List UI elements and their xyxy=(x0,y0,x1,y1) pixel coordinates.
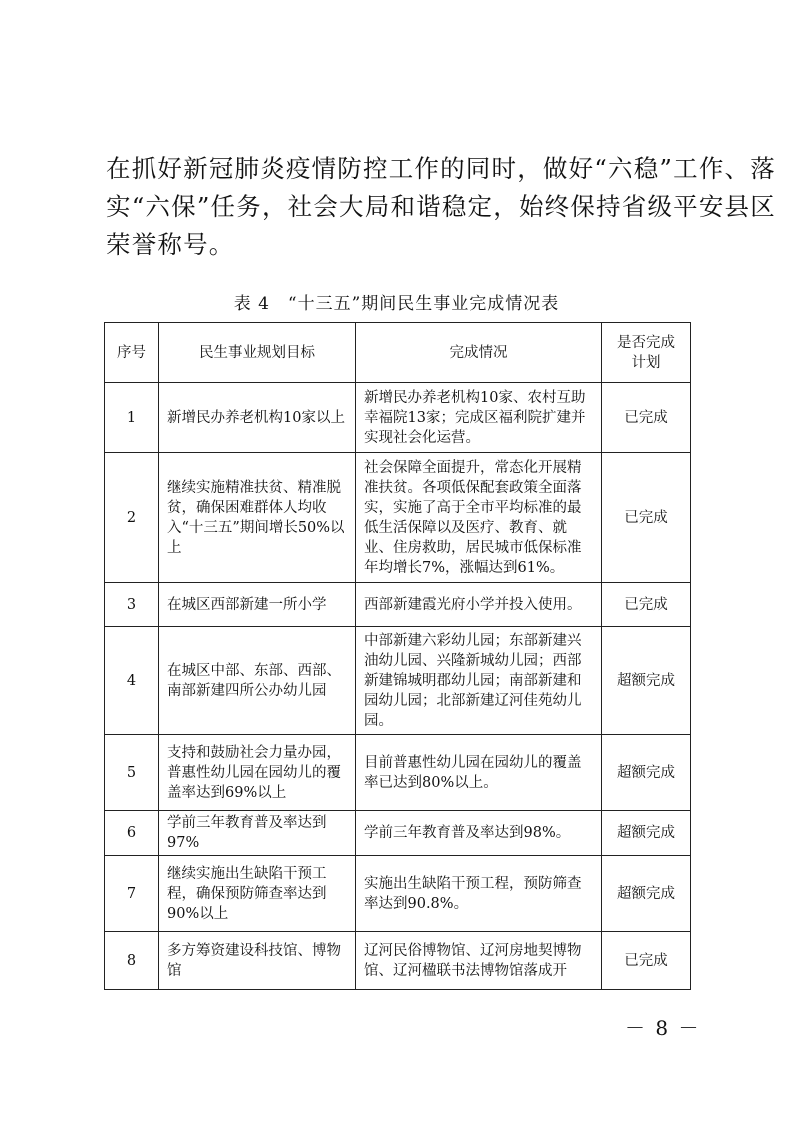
table-row xyxy=(105,383,691,453)
body-paragraph xyxy=(106,150,776,264)
row-result: 实施出生缺陷干预工程，预防筛查率达到90.8%。 xyxy=(356,856,602,932)
row-goal: 继续实施出生缺陷干预工程，确保预防筛查率达到90%以上 xyxy=(159,856,356,932)
paragraph-line: 实“六保”任务，社会大局和谐稳定，始终保持省级平安县区 xyxy=(106,192,776,221)
row-goal: 继续实施精准扶贫、精准脱贫，确保困难群体人均收入“十三五”期间增长50%以上 xyxy=(159,453,356,583)
row-status: 超额完成 xyxy=(602,627,691,735)
paragraph-line: 在抓好新冠肺炎疫情防控工作的同时，做好“六稳”工作、落 xyxy=(106,154,776,183)
row-no: 8 xyxy=(105,932,159,990)
row-result: 社会保障全面提升，常态化开展精准扶贫。各项低保配套政策全面落实，实施了高于全市平均标准的最低生活保障以及医疗、教育、就业、住房救助，居民城市低保标准年均增长7%，涨幅达到61%。 xyxy=(356,453,602,583)
table-row xyxy=(105,932,691,990)
header-status: 是否完成计划 xyxy=(602,323,691,383)
header-no: 序号 xyxy=(105,323,159,383)
row-status: 超额完成 xyxy=(602,811,691,856)
header-goal: 民生事业规划目标 xyxy=(159,323,356,383)
row-result: 辽河民俗博物馆、辽河房地契博物馆、辽河楹联书法博物馆落成开 xyxy=(356,932,602,990)
table-row xyxy=(105,627,691,735)
row-goal: 在城区中部、东部、西部、南部新建四所公办幼儿园 xyxy=(159,627,356,735)
table-row xyxy=(105,453,691,583)
row-no: 1 xyxy=(105,383,159,453)
row-status: 超额完成 xyxy=(602,735,691,811)
header-result: 完成情况 xyxy=(356,323,602,383)
table-row xyxy=(105,811,691,856)
row-no: 2 xyxy=(105,453,159,583)
row-goal: 新增民办养老机构10家以上 xyxy=(159,383,356,453)
row-goal: 在城区西部新建一所小学 xyxy=(159,583,356,627)
page-number: － 8 － xyxy=(625,1016,701,1040)
row-goal: 多方筹资建设科技馆、博物馆 xyxy=(159,932,356,990)
table-caption: 表 4 “十三五”期间民生事业完成情况表 xyxy=(233,294,560,314)
row-goal: 学前三年教育普及率达到97% xyxy=(159,811,356,856)
table-row xyxy=(105,583,691,627)
row-no: 7 xyxy=(105,856,159,932)
row-no: 6 xyxy=(105,811,159,856)
row-result: 学前三年教育普及率达到98%。 xyxy=(356,811,602,856)
row-no: 3 xyxy=(105,583,159,627)
row-status: 超额完成 xyxy=(602,856,691,932)
row-result: 目前普惠性幼儿园在园幼儿的覆盖率已达到80%以上。 xyxy=(356,735,602,811)
row-status: 已完成 xyxy=(602,932,691,990)
table-row xyxy=(105,856,691,932)
row-no: 5 xyxy=(105,735,159,811)
row-status: 已完成 xyxy=(602,383,691,453)
row-goal: 支持和鼓励社会力量办园，普惠性幼儿园在园幼儿的覆盖率达到69%以上 xyxy=(159,735,356,811)
table-header-row xyxy=(105,323,691,383)
row-no: 4 xyxy=(105,627,159,735)
livelihood-table xyxy=(104,322,691,990)
row-result: 中部新建六彩幼儿园；东部新建兴油幼儿园、兴隆新城幼儿园；西部新建锦城明郡幼儿园；南部新建和园幼儿园；北部新建辽河佳苑幼儿园。 xyxy=(356,627,602,735)
row-result: 新增民办养老机构10家、农村互助幸福院13家；完成区福利院扩建并实现社会化运营。 xyxy=(356,383,602,453)
row-result: 西部新建霞光府小学并投入使用。 xyxy=(356,583,602,627)
row-status: 已完成 xyxy=(602,583,691,627)
paragraph-line: 荣誉称号。 xyxy=(106,230,235,259)
table-row xyxy=(105,735,691,811)
row-status: 已完成 xyxy=(602,453,691,583)
